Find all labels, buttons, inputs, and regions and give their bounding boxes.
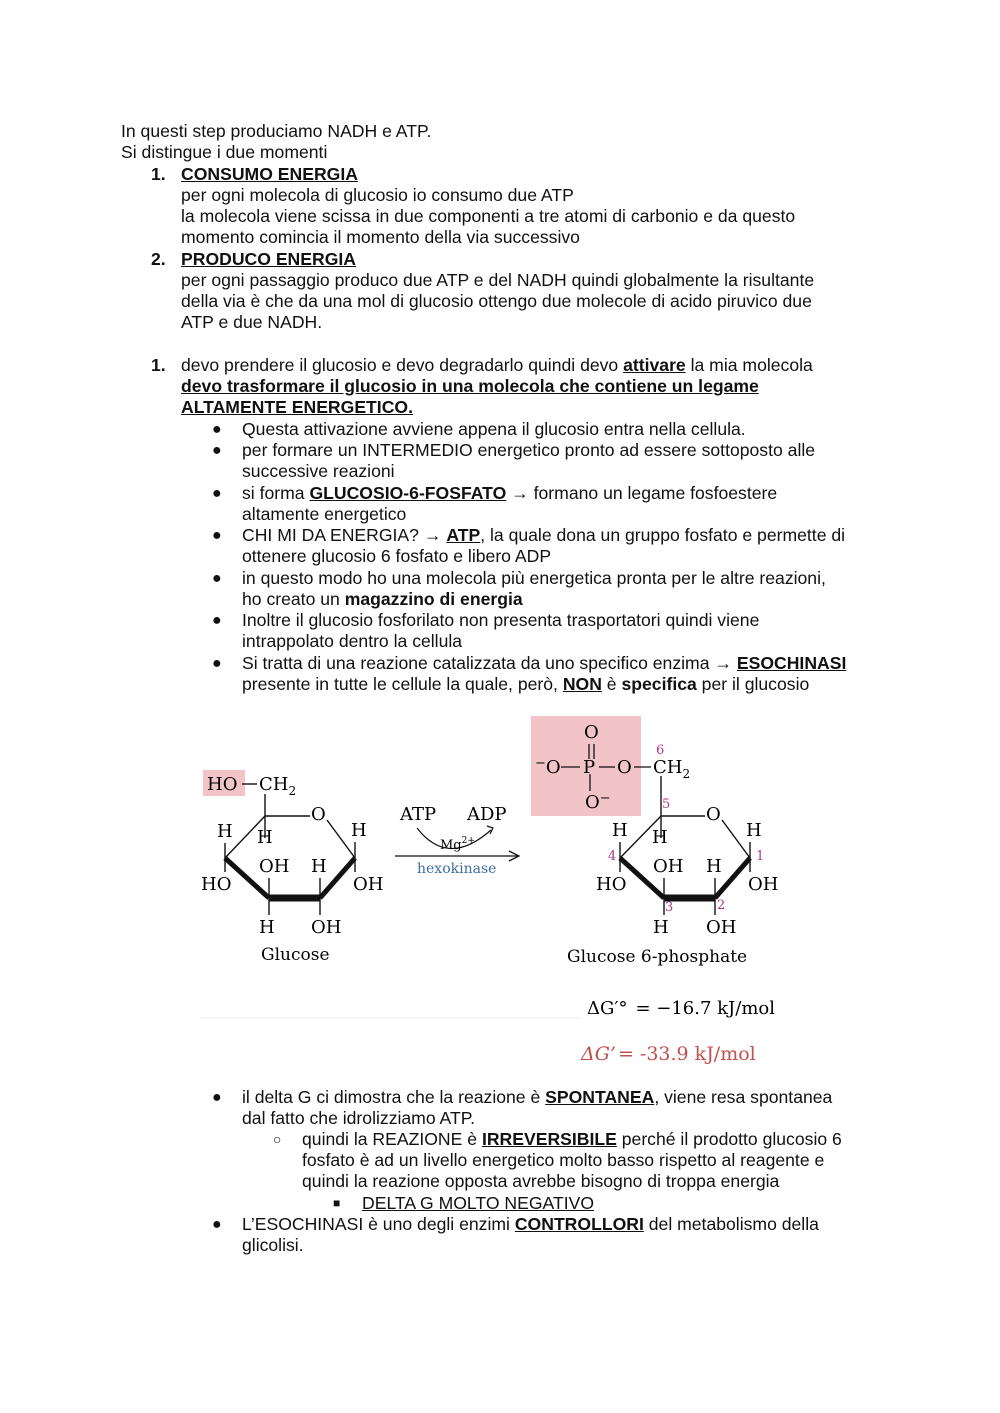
after-bullet-1-line-2: dal fatto che idrolizziamo ATP. bbox=[242, 1108, 476, 1128]
after-bullet-2-line-2: glicolisi. bbox=[242, 1235, 304, 1255]
bullet-icon: ● bbox=[212, 527, 222, 544]
svg-text:P: P bbox=[583, 757, 596, 778]
bullet-icon: ● bbox=[212, 655, 222, 672]
phase-1-line-3: momento comincia il momento della via successivo bbox=[181, 227, 580, 247]
square-bullet-icon: ■ bbox=[333, 1196, 341, 1210]
svg-text:HO: HO bbox=[207, 774, 238, 795]
svg-text:OH: OH bbox=[706, 917, 737, 938]
enzyme-label: hexokinase bbox=[417, 861, 497, 877]
step-1-number: 1. bbox=[151, 355, 166, 375]
circle-bullet-icon: ○ bbox=[273, 1131, 282, 1147]
phase-2-number: 2. bbox=[151, 249, 166, 269]
sub-bullet-line-2: fosfato è ad un livello energetico molto basso rispetto al reagente e bbox=[302, 1150, 825, 1170]
svg-text:HO: HO bbox=[596, 874, 627, 895]
phase-2-line-3: ATP e due NADH. bbox=[181, 312, 323, 332]
hexokinase-reaction-figure bbox=[195, 712, 795, 1072]
bullet-icon: ● bbox=[212, 612, 222, 629]
delta-g-actual: ΔG’ = -33.9 kJ/mol bbox=[581, 1043, 756, 1065]
svg-text:H: H bbox=[652, 827, 668, 848]
svg-text:OH: OH bbox=[259, 856, 290, 877]
svg-text:2: 2 bbox=[717, 898, 726, 913]
svg-text:OH: OH bbox=[311, 917, 342, 938]
svg-text:OH: OH bbox=[653, 856, 684, 877]
g6p-label: Glucose 6-phosphate bbox=[567, 947, 748, 967]
svg-text:H: H bbox=[351, 820, 367, 841]
after-bullet-2-line-1: L’ESOCHINASI è uno degli enzimi CONTROLLORI del metabolismo della bbox=[242, 1214, 819, 1234]
phase-2-title: PRODUCO ENERGIA bbox=[181, 249, 356, 269]
bullet-5-line-2: ho creato un magazzino di energia bbox=[242, 589, 523, 609]
bullet-7-line-1: Si tratta di una reazione catalizzata da uno specifico enzima → ESOCHINASI bbox=[242, 653, 847, 673]
svg-text:H: H bbox=[259, 917, 275, 938]
svg-text:H: H bbox=[706, 856, 722, 877]
svg-text:CH2: $CH_2$ bbox=[259, 774, 297, 798]
bullet-icon: ● bbox=[212, 1216, 222, 1233]
step-1-line-2: devo trasformare il glucosio in una molecola che contiene un legame bbox=[181, 376, 759, 396]
bullet-2-line-1: per formare un INTERMEDIO energetico pronto ad essere sottoposto alle bbox=[242, 440, 816, 460]
bullet-icon: ● bbox=[212, 442, 222, 459]
bullet-6-line-2: intrappolato dentro la cellula bbox=[242, 631, 463, 651]
step-1-line-3: ALTAMENTE ENERGETICO. bbox=[181, 397, 413, 417]
svg-text:O−: O− bbox=[585, 791, 611, 813]
phase-1-number: 1. bbox=[151, 164, 166, 184]
svg-text:H: H bbox=[746, 820, 762, 841]
phase-1-title: CONSUMO ENERGIA bbox=[181, 164, 358, 184]
svg-text:6: 6 bbox=[656, 743, 665, 758]
bullet-icon: ● bbox=[212, 1089, 222, 1106]
bullet-5-line-1: in questo modo ho una molecola più energetica pronta per le altre reazioni, bbox=[242, 568, 826, 588]
svg-text:1: 1 bbox=[756, 849, 765, 864]
bullet-3-line-1: si forma GLUCOSIO-6-FOSFATO → formano un legame fosfoestere bbox=[242, 483, 778, 503]
after-bullet-1-line-1: il delta G ci dimostra che la reazione è SPONTANEA, viene resa spontanea bbox=[242, 1087, 833, 1107]
keyword-attivare: attivare bbox=[623, 355, 686, 375]
bullet-4-line-2: ottenere glucosio 6 fosfato e libero ADP bbox=[242, 546, 552, 566]
glucose-label: Glucose bbox=[261, 945, 330, 965]
bullet-7-line-2: presente in tutte le cellule la quale, però, NON è specifica per il glucosio bbox=[242, 674, 810, 694]
bullet-2-line-2: successive reazioni bbox=[242, 461, 395, 481]
atp-label: ATP bbox=[400, 804, 437, 825]
svg-text:3: 3 bbox=[665, 900, 674, 915]
mg-label: $Mg^{2+}$ bbox=[440, 836, 475, 853]
svg-text:H: H bbox=[653, 917, 669, 938]
sub-bullet-line-1: quindi la REAZIONE è IRREVERSIBILE perché il prodotto glucosio 6 bbox=[302, 1129, 842, 1149]
svg-text:H: H bbox=[217, 821, 233, 842]
phase-2-line-2: della via è che da una mol di glucosio ottengo due molecole di acido piruvico due bbox=[181, 291, 812, 311]
step-1-line-1: devo prendere il glucosio e devo degradarlo quindi devo attivare la mia molecola bbox=[181, 355, 813, 375]
svg-text:−O: −O bbox=[535, 756, 561, 778]
bullet-6-line-1: Inoltre il glucosio fosforilato non presenta trasportatori quindi viene bbox=[242, 610, 760, 630]
bullet-4-line-1: CHI MI DA ENERGIA? → ATP, la quale dona un gruppo fosfato e permette di bbox=[242, 525, 846, 545]
svg-text:O: O bbox=[706, 804, 721, 825]
svg-text:O: O bbox=[584, 722, 599, 743]
phase-1-line-2: la molecola viene scissa in due componenti a tre atomi di carbonio e da questo bbox=[181, 206, 796, 226]
svg-text:O: O bbox=[311, 804, 326, 825]
sub-sub-bullet: DELTA G MOLTO NEGATIVO bbox=[362, 1193, 595, 1213]
svg-text:H: H bbox=[311, 856, 327, 877]
bullet-icon: ● bbox=[212, 421, 222, 438]
svg-text:O: O bbox=[617, 757, 632, 778]
phase-1-line-1: per ogni molecola di glucosio io consumo due ATP bbox=[181, 185, 574, 205]
svg-text:OH: OH bbox=[353, 874, 384, 895]
bullet-icon: ● bbox=[212, 570, 222, 587]
intro-line-2: Si distingue i due momenti bbox=[121, 142, 328, 162]
svg-text:5: 5 bbox=[662, 797, 671, 812]
phase-2-line-1: per ogni passaggio produco due ATP e del NADH quindi globalmente la risultante bbox=[181, 270, 815, 290]
svg-text:CH2: $CH_2$ bbox=[653, 757, 691, 781]
bullet-icon: ● bbox=[212, 485, 222, 502]
intro-line-1: In questi step produciamo NADH e ATP. bbox=[121, 121, 432, 141]
delta-g-standard: ΔG′° = −16.7 kJ/mol bbox=[587, 998, 776, 1019]
adp-label: ADP bbox=[467, 804, 507, 825]
bullet-3-line-2: altamente energetico bbox=[242, 504, 407, 524]
svg-text:HO: HO bbox=[201, 874, 232, 895]
svg-text:H: H bbox=[612, 820, 628, 841]
svg-text:H: H bbox=[257, 827, 273, 848]
bullet-1: Questa attivazione avviene appena il glucosio entra nella cellula. bbox=[242, 419, 746, 439]
sub-bullet-line-3: quindi la reazione opposta avrebbe bisogno di troppa energia bbox=[302, 1171, 780, 1191]
svg-text:OH: OH bbox=[748, 874, 779, 895]
svg-text:4: 4 bbox=[608, 849, 617, 864]
